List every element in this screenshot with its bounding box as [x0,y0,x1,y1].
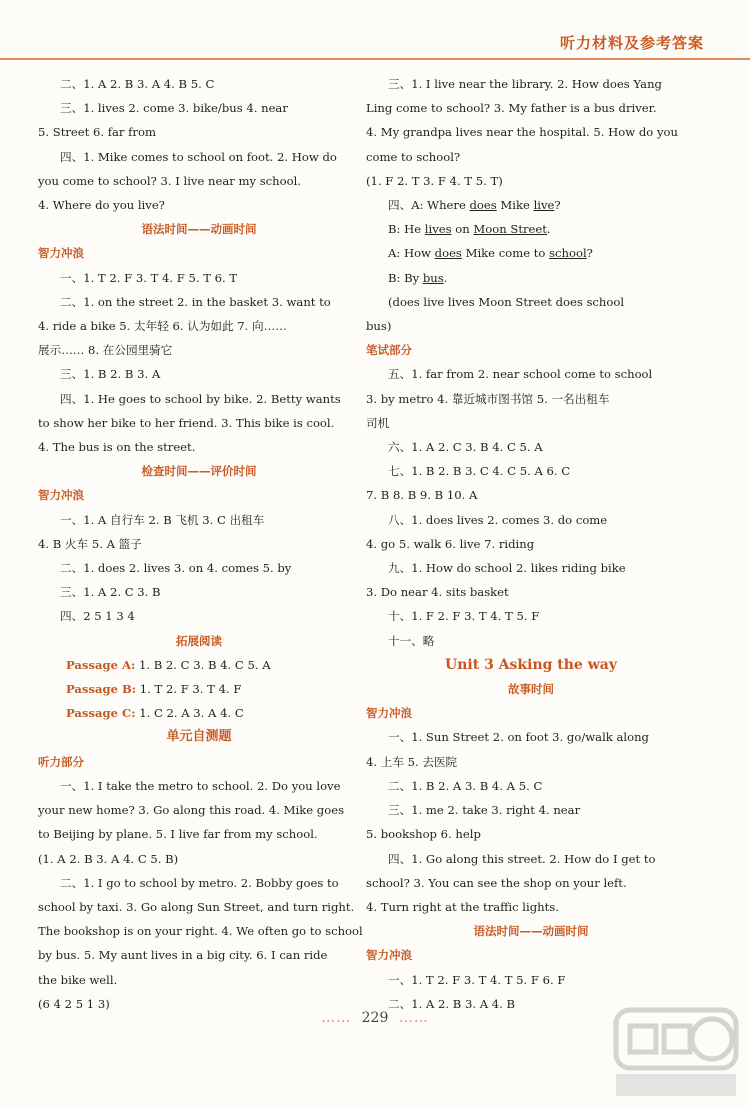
dialogue-text: . [546,222,551,237]
answer-line: to Beijing by plane. 5. I live far from my school. [38,827,318,842]
answer-line: 五、1. far from 2. near school come to school [388,367,653,382]
answer-line: 一、1. I take the metro to school. 2. Do you love [60,778,341,793]
dialogue-text: B: By [388,270,423,285]
answer-line: (1. A 2. B 3. A 4. C 5. B) [38,851,179,866]
answer-line: 十、1. F 2. F 3. T 4. T 5. F [388,609,540,624]
section-heading: 智力冲浪 [366,706,412,721]
answer-line: you come to school? 3. I live near my school. [38,173,301,188]
dialogue-line [366,266,696,290]
answer-line: 六、1. A 2. C 3. B 4. C 5. A [388,440,543,455]
answer-line: 一、1. Sun Street 2. on foot 3. go/walk along [388,730,649,745]
answer-line: 4. My grandpa lives near the hospital. 5. How do you [366,125,678,140]
answer-line: 3. by metro 4. 靠近城市图书馆 5. 一名出租车 [366,391,610,406]
answer-line: (1. F 2. T 3. F 4. T 5. T) [366,173,503,188]
answer-line: the bike well. [38,972,118,987]
answer-line: 三、1. A 2. C 3. B [60,585,161,600]
answer-line: 一、1. A 自行车 2. B 飞机 3. C 出租车 [60,512,265,527]
passage-answers: 1. B 2. C 3. B 4. C 5. A [135,657,271,672]
answer-line: 3. Do near 4. sits basket [366,585,509,600]
answer-line: school by taxi. 3. Go along Sun Street, and turn right. [38,899,355,914]
left-column [38,72,363,1016]
answer-line: 八、1. does lives 2. comes 3. do come [388,512,608,527]
answer-line: bus) [366,319,392,334]
answer-line: 二、1. A 2. B 3. A 4. B [388,996,516,1011]
dialogue-text: ? [554,198,561,213]
answer-line: (6 4 2 5 1 3) [38,996,110,1011]
subsection-heading: 语法时间——动画时间 [141,222,257,237]
answer-line: come to school? [366,149,461,164]
dialogue-text: Mike come to [461,246,550,261]
section-heading: 笔试部分 [366,343,412,358]
unit-test-heading: 单元自测题 [166,729,232,745]
right-column [366,72,696,1016]
answer-line: The bookshop is on your right. 4. We often go to school [38,924,363,939]
answer-line: 三、1. me 2. take 3. right 4. near [388,803,581,818]
passage-answer-line [38,701,360,725]
answer-line: 七、1. B 2. B 3. C 4. C 5. A 6. C [388,464,571,479]
answer-line: school? 3. You can see the shop on your left. [366,875,627,890]
subsection-heading: 语法时间——动画时间 [473,924,589,939]
answer-line: 三、1. lives 2. come 3. bike/bus 4. near [60,101,288,116]
section-heading: 智力冲浪 [366,948,412,963]
answer-line: 四、2 5 1 3 4 [60,609,135,624]
answer-line: 展示…… 8. 在公园里骑它 [38,343,173,358]
underlined-answer: does [469,198,497,213]
answer-line: (does live lives Moon Street does school [388,294,625,309]
passage-label: Passage C: [66,706,136,721]
underlined-answer: bus [422,270,444,285]
answer-line: 4. ride a bike 5. 太年轻 6. 认为如此 7. 向…… [38,319,287,334]
answer-line: 三、1. B 2. B 3. A [60,367,161,382]
page-number: 229 [361,1010,389,1026]
passage-answers: 1. T 2. F 3. T 4. F [136,682,242,697]
answer-line: 5. bookshop 6. help [366,827,481,842]
answer-line: 三、1. I live near the library. 2. How does Yang [388,77,662,91]
underlined-answer: school [549,246,587,261]
unit-title: Unit 3 Asking the way [445,656,617,673]
passage-answers: 1. C 2. A 3. A 4. C [135,706,244,721]
answer-line: your new home? 3. Go along this road. 4. Mike goes [38,803,345,818]
subsection-heading: 拓展阅读 [176,633,222,648]
answer-line: 九、1. How do school 2. likes riding bike [388,561,626,576]
answer-line: 四、1. Mike comes to school on foot. 2. How do [60,149,337,164]
subsection-heading: 故事时间 [508,682,554,697]
underlined-answer: does [434,246,462,261]
dialogue-line [366,193,696,217]
section-heading: 智力冲浪 [38,488,84,503]
answer-line: 5. Street 6. far from [38,125,156,140]
answer-line: by bus. 5. My aunt lives in a big city. 6. I can ride [38,948,328,963]
underlined-answer: Moon Street [473,222,547,237]
footer-dots-right: …… [398,1010,429,1026]
header-title: 听力材料及参考答案 [559,34,704,52]
answer-line: 4. 上车 5. 去医院 [366,754,458,769]
answer-line: 二、1. B 2. A 3. B 4. A 5. C [388,778,543,793]
header-divider [0,58,750,60]
answer-line: 二、1. A 2. B 3. A 4. B 5. C [60,77,215,91]
passage-answer-line [38,677,360,701]
answer-line: 4. go 5. walk 6. live 7. riding [366,536,535,551]
passage-answer-line [38,653,360,677]
footer-dots-left: …… [321,1010,352,1026]
dialogue-text: ? [586,246,593,261]
underlined-answer: live [533,198,555,213]
dialogue-text: 四、A: Where [388,198,470,213]
subsection-heading: 检查时间——评价时间 [141,464,257,479]
dialogue-line [366,217,696,241]
answer-line: 一、1. T 2. F 3. T 4. T 5. F 6. F [388,972,566,987]
section-heading: 听力部分 [38,754,84,769]
dialogue-text: . [443,270,448,285]
answer-line: 一、1. T 2. F 3. T 4. F 5. T 6. T [60,270,238,285]
answer-line: 十一、略 [388,633,435,648]
passage-label: Passage A: [66,657,136,672]
passage-label: Passage B: [66,682,137,697]
answer-line: to show her bike to her friend. 3. This bike is cool. [38,415,335,430]
dialogue-text: on [451,222,474,237]
dialogue-text: B: He [388,222,425,237]
answer-line: 二、1. on the street 2. in the basket 3. want to [60,294,331,309]
answer-line: 二、1. does 2. lives 3. on 4. comes 5. by [60,561,292,576]
dialogue-text: Mike [496,198,534,213]
answer-line: 7. B 8. B 9. B 10. A [366,488,478,503]
answer-line: 4. The bus is on the street. [38,440,196,455]
dialogue-line [366,241,696,265]
underlined-answer: lives [424,222,452,237]
watermark-stamp-icon [612,1002,742,1102]
answer-line: 四、1. Go along this street. 2. How do I get to [388,851,656,866]
answer-line: 二、1. I go to school by metro. 2. Bobby goes to [60,875,339,890]
answer-line: 四、1. He goes to school by bike. 2. Betty wants [60,391,341,406]
answer-line: Ling come to school? 3. My father is a bus driver. [366,101,657,116]
answer-line: 4. Where do you live? [38,198,165,213]
answer-line: 4. Turn right at the traffic lights. [366,899,559,914]
watermark-logo [612,1002,742,1102]
answer-line: 司机 [366,415,390,430]
dialogue-text: A: How [388,246,435,261]
section-heading: 智力冲浪 [38,246,84,261]
answer-line: 4. B 火车 5. A 篮子 [38,536,142,551]
